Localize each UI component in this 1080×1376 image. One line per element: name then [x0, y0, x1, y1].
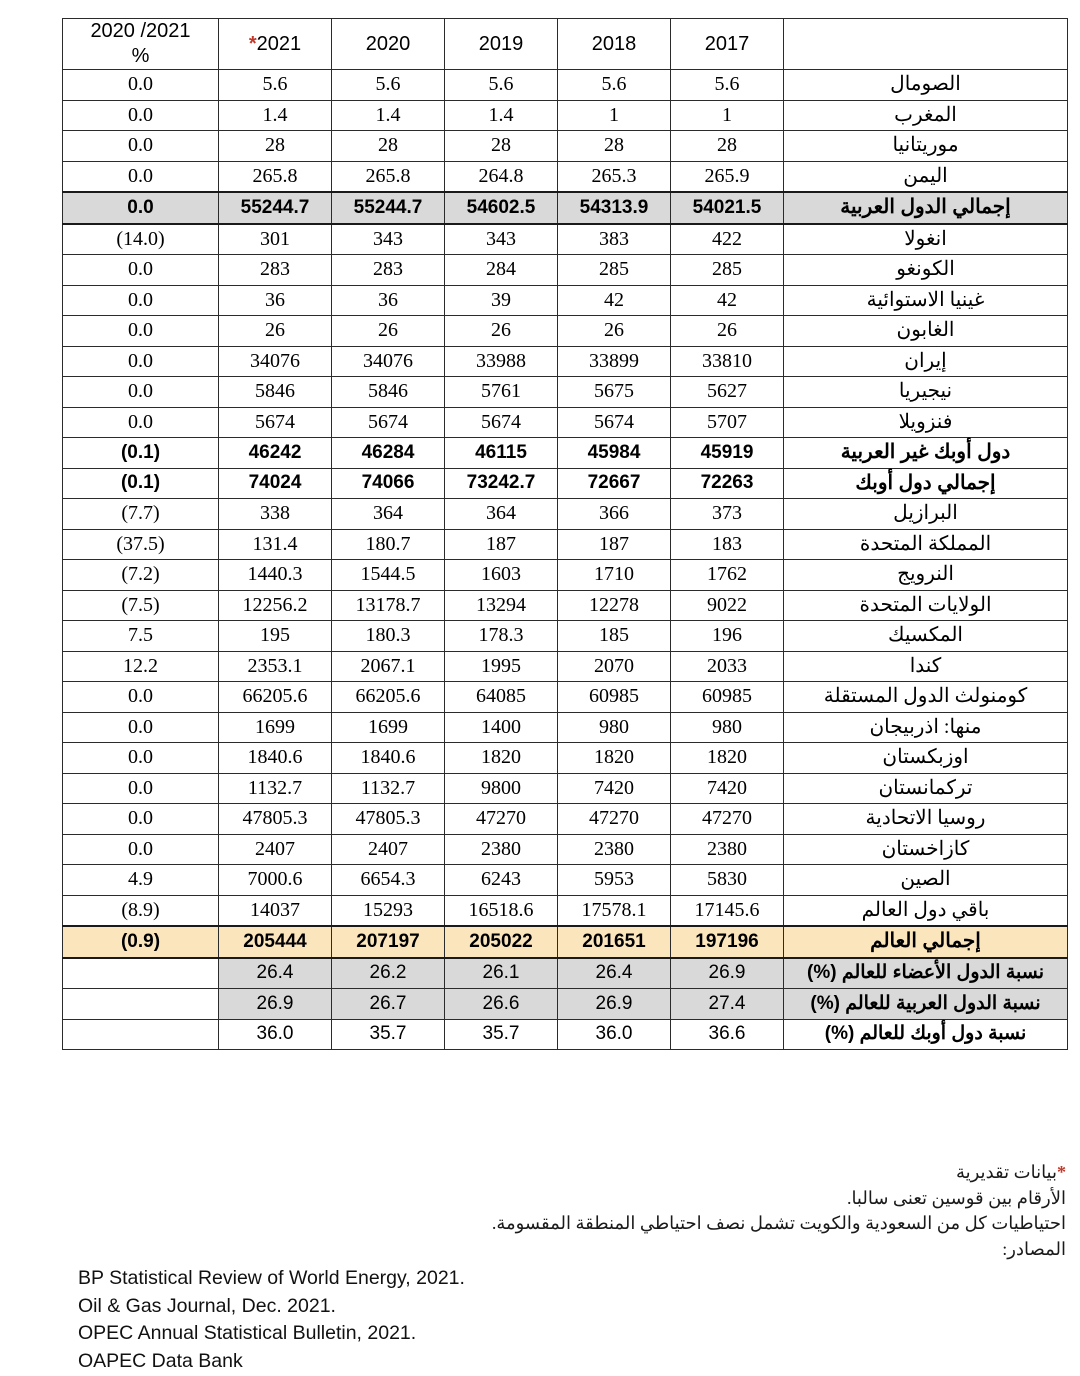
cell-v2020: 74066: [332, 468, 445, 499]
cell-pct: 0.0: [63, 712, 219, 743]
column-header-2020: 2020: [332, 19, 445, 70]
cell-v2018: 1: [558, 100, 671, 131]
cell-v2020: 2067.1: [332, 651, 445, 682]
cell-v2019: 39: [445, 285, 558, 316]
table-row: [63, 773, 1068, 804]
cell-v2020: 5.6: [332, 70, 445, 101]
cell-v2021: 265.8: [219, 161, 332, 192]
cell-v2021: 131.4: [219, 529, 332, 560]
footnote-estimate-text: بيانات تقديرية: [955, 1162, 1057, 1182]
cell-v2017: 60985: [671, 682, 784, 713]
row-label: تركمانستان: [784, 773, 1068, 804]
cell-v2019: 1820: [445, 743, 558, 774]
cell-empty: [63, 958, 219, 989]
row-label: النرويج: [784, 560, 1068, 591]
cell-v2017: 27.4: [671, 989, 784, 1020]
table-row: [63, 377, 1068, 408]
cell-v2019: 26.6: [445, 989, 558, 1020]
row-label: اليمن: [784, 161, 1068, 192]
source-item: OAPEC Data Bank: [78, 1350, 243, 1373]
table-row: [63, 499, 1068, 530]
cell-v2018: 383: [558, 224, 671, 255]
cell-v2018: 1820: [558, 743, 671, 774]
row-label: كندا: [784, 651, 1068, 682]
cell-v2020: 5674: [332, 407, 445, 438]
cell-v2018: 185: [558, 621, 671, 652]
cell-pct: (37.5): [63, 529, 219, 560]
cell-v2019: 26.1: [445, 958, 558, 989]
row-label: دول أوبك غير العربية: [784, 438, 1068, 469]
row-label: المغرب: [784, 100, 1068, 131]
cell-v2021: 1440.3: [219, 560, 332, 591]
cell-v2020: 13178.7: [332, 590, 445, 621]
cell-v2017: 72263: [671, 468, 784, 499]
cell-v2018: 12278: [558, 590, 671, 621]
table-row: [63, 958, 1068, 989]
cell-v2021: 2353.1: [219, 651, 332, 682]
cell-empty: [63, 989, 219, 1020]
table-row: [63, 590, 1068, 621]
cell-v2021: 14037: [219, 895, 332, 926]
cell-v2019: 284: [445, 255, 558, 286]
row-label: البرازيل: [784, 499, 1068, 530]
table-row: [63, 285, 1068, 316]
cell-v2018: 201651: [558, 926, 671, 958]
cell-pct: 0.0: [63, 804, 219, 835]
cell-v2018: 26.4: [558, 958, 671, 989]
cell-v2017: 183: [671, 529, 784, 560]
cell-v2021: 301: [219, 224, 332, 255]
cell-v2019: 5674: [445, 407, 558, 438]
cell-v2018: 187: [558, 529, 671, 560]
cell-pct: 0.0: [63, 100, 219, 131]
row-label: الصين: [784, 865, 1068, 896]
row-label: إجمالي دول أوبك: [784, 468, 1068, 499]
header-pct-line1: 2020 /2021: [90, 20, 191, 42]
cell-v2019: 1995: [445, 651, 558, 682]
cell-pct: 0.0: [63, 255, 219, 286]
cell-pct: 0.0: [63, 377, 219, 408]
source-item: Oil & Gas Journal, Dec. 2021.: [78, 1294, 336, 1317]
table-row: [63, 407, 1068, 438]
column-header-2021: [219, 19, 332, 70]
cell-v2018: 26: [558, 316, 671, 347]
cell-v2018: 366: [558, 499, 671, 530]
cell-v2021: 1840.6: [219, 743, 332, 774]
cell-pct: 0.0: [63, 682, 219, 713]
cell-v2021: 46242: [219, 438, 332, 469]
table-row: [63, 682, 1068, 713]
row-label: منها: اذربيجان: [784, 712, 1068, 743]
column-header-2019: 2019: [445, 19, 558, 70]
cell-v2017: 196: [671, 621, 784, 652]
cell-v2021: 34076: [219, 346, 332, 377]
cell-pct: 0.0: [63, 316, 219, 347]
row-label: غينيا الاستوائية: [784, 285, 1068, 316]
cell-pct: 0.0: [63, 834, 219, 865]
table-row: [63, 70, 1068, 101]
cell-v2018: 5.6: [558, 70, 671, 101]
cell-v2020: 26.7: [332, 989, 445, 1020]
cell-v2019: 26: [445, 316, 558, 347]
cell-v2019: 33988: [445, 346, 558, 377]
cell-v2019: 9800: [445, 773, 558, 804]
cell-v2021: 1.4: [219, 100, 332, 131]
cell-v2019: 6243: [445, 865, 558, 896]
cell-v2018: 2070: [558, 651, 671, 682]
row-label: الولايات المتحدة: [784, 590, 1068, 621]
footnote-sources-title: المصادر:: [1002, 1238, 1066, 1259]
cell-v2020: 1132.7: [332, 773, 445, 804]
table-row: [63, 989, 1068, 1020]
cell-v2021: 36: [219, 285, 332, 316]
row-label: نسبة الدول الأعضاء للعالم (%): [784, 958, 1068, 989]
cell-pct: (7.5): [63, 590, 219, 621]
cell-v2019: 54602.5: [445, 192, 558, 224]
cell-v2020: 5846: [332, 377, 445, 408]
row-label: نسبة الدول العربية للعالم (%): [784, 989, 1068, 1020]
cell-v2020: 35.7: [332, 1019, 445, 1050]
column-header-2018: 2018: [558, 19, 671, 70]
cell-pct: 7.5: [63, 621, 219, 652]
cell-v2021: 5674: [219, 407, 332, 438]
cell-v2020: 66205.6: [332, 682, 445, 713]
oil-reserves-table: [62, 18, 1068, 1050]
table-row: [63, 192, 1068, 224]
cell-v2021: 338: [219, 499, 332, 530]
cell-v2018: 5953: [558, 865, 671, 896]
cell-v2019: 187: [445, 529, 558, 560]
cell-pct: (8.9): [63, 895, 219, 926]
row-label: موريتانيا: [784, 131, 1068, 162]
cell-v2017: 33810: [671, 346, 784, 377]
cell-v2021: 205444: [219, 926, 332, 958]
cell-v2021: 36.0: [219, 1019, 332, 1050]
cell-v2019: 64085: [445, 682, 558, 713]
cell-v2017: 1820: [671, 743, 784, 774]
cell-v2021: 66205.6: [219, 682, 332, 713]
cell-pct: (0.9): [63, 926, 219, 958]
cell-v2018: 45984: [558, 438, 671, 469]
table-row: [63, 1019, 1068, 1050]
cell-v2017: 5707: [671, 407, 784, 438]
row-label: إجمالي العالم: [784, 926, 1068, 958]
cell-v2017: 197196: [671, 926, 784, 958]
cell-v2019: 1400: [445, 712, 558, 743]
cell-v2020: 36: [332, 285, 445, 316]
cell-pct: 0.0: [63, 131, 219, 162]
cell-v2018: 26.9: [558, 989, 671, 1020]
footnote-parentheses: الأرقام بين قوسين تعنى سالبا.: [846, 1187, 1066, 1208]
cell-v2017: 47270: [671, 804, 784, 835]
cell-v2018: 54313.9: [558, 192, 671, 224]
cell-v2020: 180.7: [332, 529, 445, 560]
cell-v2017: 54021.5: [671, 192, 784, 224]
table-row: [63, 560, 1068, 591]
row-label: المكسيك: [784, 621, 1068, 652]
cell-v2021: 1699: [219, 712, 332, 743]
cell-v2017: 5830: [671, 865, 784, 896]
cell-v2021: 74024: [219, 468, 332, 499]
cell-v2018: 980: [558, 712, 671, 743]
cell-v2019: 16518.6: [445, 895, 558, 926]
row-label: نسبة دول أوبك للعالم (%): [784, 1019, 1068, 1050]
cell-v2020: 364: [332, 499, 445, 530]
column-header-percent-change: [63, 19, 219, 70]
cell-v2018: 72667: [558, 468, 671, 499]
cell-v2021: 5846: [219, 377, 332, 408]
footnote-asterisk-icon: *: [1057, 1162, 1066, 1182]
table-row: [63, 743, 1068, 774]
cell-v2019: 264.8: [445, 161, 558, 192]
cell-v2020: 343: [332, 224, 445, 255]
cell-v2018: 7420: [558, 773, 671, 804]
cell-v2020: 47805.3: [332, 804, 445, 835]
row-label: إيران: [784, 346, 1068, 377]
cell-v2017: 265.9: [671, 161, 784, 192]
cell-v2021: 55244.7: [219, 192, 332, 224]
row-label: المملكة المتحدة: [784, 529, 1068, 560]
cell-pct: (14.0): [63, 224, 219, 255]
cell-v2020: 1699: [332, 712, 445, 743]
source-item: OPEC Annual Statistical Bulletin, 2021.: [78, 1322, 417, 1345]
cell-v2019: 46115: [445, 438, 558, 469]
cell-v2020: 180.3: [332, 621, 445, 652]
table-row: [63, 316, 1068, 347]
cell-v2021: 283: [219, 255, 332, 286]
footnote-neutral-zone: احتياطيات كل من السعودية والكويت تشمل نصف احتياطي المنطقة المقسومة.: [491, 1213, 1066, 1234]
table-row: [63, 468, 1068, 499]
cell-v2017: 45919: [671, 438, 784, 469]
table-header: [63, 19, 1068, 70]
table-row: [63, 255, 1068, 286]
source-item: BP Statistical Review of World Energy, 2021.: [78, 1267, 465, 1289]
cell-v2017: 5627: [671, 377, 784, 408]
table-row: [63, 131, 1068, 162]
table-row: [63, 161, 1068, 192]
row-label: باقي دول العالم: [784, 895, 1068, 926]
cell-v2019: 5761: [445, 377, 558, 408]
row-label: الصومال: [784, 70, 1068, 101]
cell-v2018: 42: [558, 285, 671, 316]
cell-v2018: 36.0: [558, 1019, 671, 1050]
footnote-estimate: [366, 1160, 1066, 1186]
cell-v2021: 5.6: [219, 70, 332, 101]
cell-v2018: 5674: [558, 407, 671, 438]
row-label: انغولا: [784, 224, 1068, 255]
cell-v2019: 364: [445, 499, 558, 530]
cell-v2019: 47270: [445, 804, 558, 835]
estimate-asterisk-icon: *: [248, 32, 257, 55]
cell-v2018: 47270: [558, 804, 671, 835]
cell-v2017: 26: [671, 316, 784, 347]
cell-pct: (7.2): [63, 560, 219, 591]
row-label: إجمالي الدول العربية: [784, 192, 1068, 224]
cell-v2020: 6654.3: [332, 865, 445, 896]
table-row: [63, 621, 1068, 652]
cell-v2021: 12256.2: [219, 590, 332, 621]
cell-v2019: 1603: [445, 560, 558, 591]
cell-v2020: 26.2: [332, 958, 445, 989]
cell-v2017: 2033: [671, 651, 784, 682]
cell-v2017: 26.9: [671, 958, 784, 989]
cell-v2017: 28: [671, 131, 784, 162]
table-row: [63, 529, 1068, 560]
cell-v2017: 36.6: [671, 1019, 784, 1050]
cell-v2017: 373: [671, 499, 784, 530]
cell-v2019: 178.3: [445, 621, 558, 652]
cell-pct: 12.2: [63, 651, 219, 682]
cell-v2021: 26.9: [219, 989, 332, 1020]
cell-pct: 0.0: [63, 161, 219, 192]
cell-v2018: 2380: [558, 834, 671, 865]
cell-v2020: 1.4: [332, 100, 445, 131]
cell-v2021: 2407: [219, 834, 332, 865]
cell-v2018: 1710: [558, 560, 671, 591]
cell-v2019: 205022: [445, 926, 558, 958]
cell-pct: 0.0: [63, 743, 219, 774]
cell-pct: 4.9: [63, 865, 219, 896]
cell-v2021: 7000.6: [219, 865, 332, 896]
cell-v2017: 9022: [671, 590, 784, 621]
cell-v2018: 5675: [558, 377, 671, 408]
cell-pct: 0.0: [63, 407, 219, 438]
cell-v2021: 26.4: [219, 958, 332, 989]
cell-v2017: 1762: [671, 560, 784, 591]
cell-v2019: 2380: [445, 834, 558, 865]
cell-v2017: 1: [671, 100, 784, 131]
cell-v2017: 2380: [671, 834, 784, 865]
cell-v2017: 7420: [671, 773, 784, 804]
cell-v2017: 42: [671, 285, 784, 316]
cell-pct: 0.0: [63, 346, 219, 377]
table-row: [63, 224, 1068, 255]
cell-v2017: 422: [671, 224, 784, 255]
header-2021-text: 2021: [256, 32, 302, 55]
cell-v2021: 1132.7: [219, 773, 332, 804]
cell-empty: [63, 1019, 219, 1050]
row-label: الكونغو: [784, 255, 1068, 286]
cell-v2018: 33899: [558, 346, 671, 377]
cell-v2020: 207197: [332, 926, 445, 958]
table-row: [63, 834, 1068, 865]
cell-pct: 0.0: [63, 192, 219, 224]
cell-v2019: 1.4: [445, 100, 558, 131]
table-row: [63, 712, 1068, 743]
cell-v2020: 34076: [332, 346, 445, 377]
table-row: [63, 100, 1068, 131]
row-label: روسيا الاتحادية: [784, 804, 1068, 835]
cell-v2021: 195: [219, 621, 332, 652]
row-label: نيجيريا: [784, 377, 1068, 408]
cell-pct: (0.1): [63, 468, 219, 499]
cell-pct: 0.0: [63, 70, 219, 101]
cell-v2020: 1840.6: [332, 743, 445, 774]
table-body: [63, 70, 1068, 1050]
cell-v2018: 17578.1: [558, 895, 671, 926]
cell-pct: 0.0: [63, 285, 219, 316]
cell-v2018: 60985: [558, 682, 671, 713]
table-row: [63, 895, 1068, 926]
header-row: [63, 19, 1068, 70]
column-header-country-label: [784, 19, 1068, 70]
cell-v2017: 17145.6: [671, 895, 784, 926]
cell-v2018: 265.3: [558, 161, 671, 192]
table-row: [63, 438, 1068, 469]
sources-list: [78, 1265, 465, 1376]
cell-v2020: 46284: [332, 438, 445, 469]
row-label: اوزبكستان: [784, 743, 1068, 774]
table-row: [63, 926, 1068, 958]
cell-pct: (7.7): [63, 499, 219, 530]
cell-v2020: 1544.5: [332, 560, 445, 591]
row-label: فنزويلا: [784, 407, 1068, 438]
cell-v2020: 28: [332, 131, 445, 162]
table-row: [63, 346, 1068, 377]
cell-pct: 0.0: [63, 773, 219, 804]
cell-v2019: 35.7: [445, 1019, 558, 1050]
table-footnotes: [366, 1160, 1066, 1262]
table-row: [63, 865, 1068, 896]
cell-v2017: 5.6: [671, 70, 784, 101]
cell-v2017: 285: [671, 255, 784, 286]
cell-v2020: 55244.7: [332, 192, 445, 224]
cell-v2019: 5.6: [445, 70, 558, 101]
cell-v2021: 28: [219, 131, 332, 162]
cell-v2018: 285: [558, 255, 671, 286]
cell-v2020: 2407: [332, 834, 445, 865]
row-label: كومنولث الدول المستقلة: [784, 682, 1068, 713]
cell-v2021: 47805.3: [219, 804, 332, 835]
cell-v2019: 73242.7: [445, 468, 558, 499]
cell-v2020: 15293: [332, 895, 445, 926]
cell-v2019: 343: [445, 224, 558, 255]
cell-v2018: 28: [558, 131, 671, 162]
table-row: [63, 651, 1068, 682]
header-pct-line2: %: [131, 45, 150, 67]
cell-v2021: 26: [219, 316, 332, 347]
row-label: كازاخستان: [784, 834, 1068, 865]
cell-v2020: 26: [332, 316, 445, 347]
row-label: الغابون: [784, 316, 1068, 347]
cell-v2019: 28: [445, 131, 558, 162]
cell-v2019: 13294: [445, 590, 558, 621]
cell-pct: (0.1): [63, 438, 219, 469]
cell-v2020: 265.8: [332, 161, 445, 192]
table-row: [63, 804, 1068, 835]
column-header-2017: 2017: [671, 19, 784, 70]
cell-v2017: 980: [671, 712, 784, 743]
cell-v2020: 283: [332, 255, 445, 286]
